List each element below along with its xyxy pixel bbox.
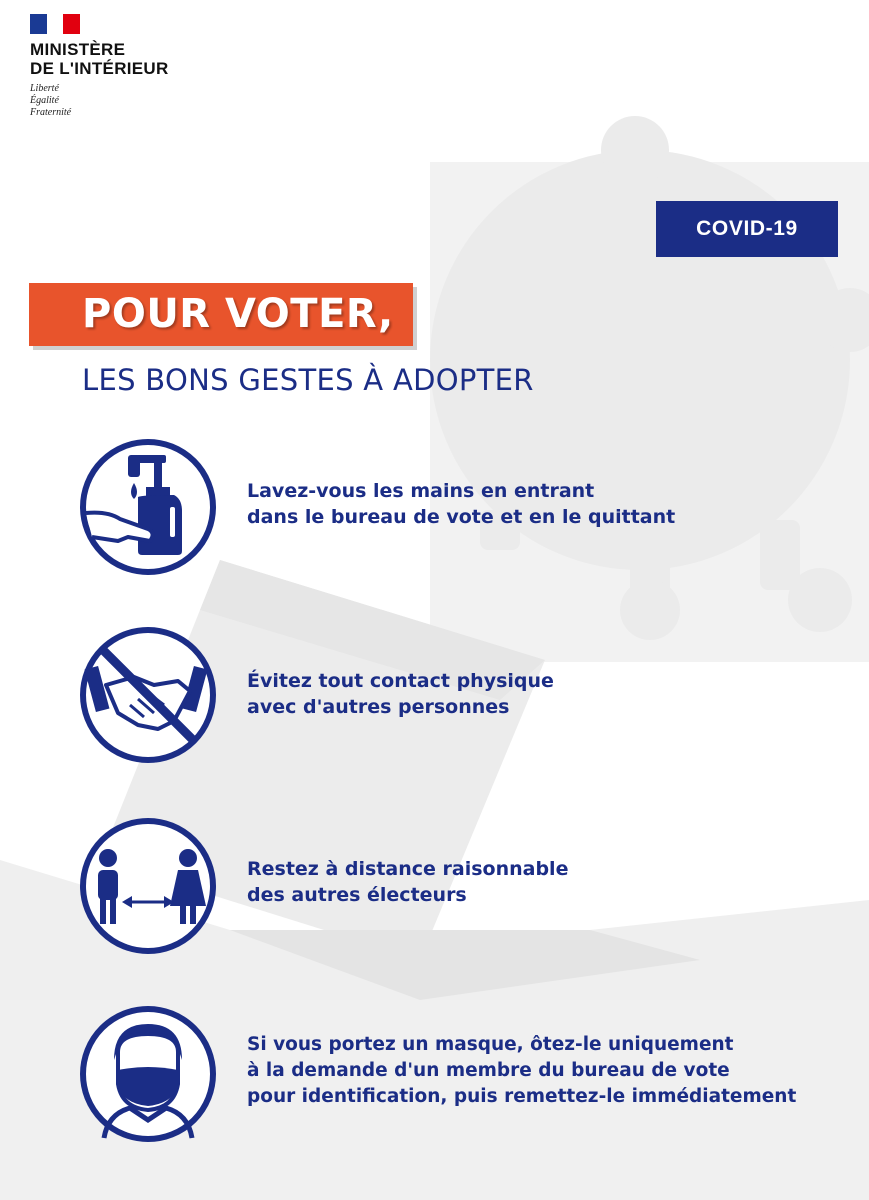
- rule-text-no-contact: Évitez tout contact physique avec d'autres personnes: [247, 670, 554, 718]
- social-distance-icon: [78, 816, 218, 956]
- ministry-logo: [30, 14, 169, 119]
- motto-liberte: Liberté: [30, 83, 59, 94]
- motto-egalite: Égalité: [30, 95, 59, 106]
- ministry-name-line2: DE L'INTÉRIEUR: [30, 59, 169, 78]
- motto-fraternite: Fraternité: [30, 107, 72, 118]
- hand-wash-icon: [78, 437, 218, 577]
- page-title: POUR VOTER,: [82, 291, 394, 337]
- republic-motto: [30, 83, 169, 119]
- page-subtitle: LES BONS GESTES À ADOPTER: [82, 363, 534, 397]
- ministry-name-line1: MINISTÈRE: [30, 40, 126, 59]
- rule-text-mask: Si vous portez un masque, ôtez-le uniquement à la demande d'un membre du bureau de vote pour identification, puis remettez-le immédiatement: [247, 1034, 797, 1107]
- covid-badge: COVID-19: [656, 201, 838, 257]
- rule-text-distance: Restez à distance raisonnable des autres électeurs: [247, 858, 569, 906]
- french-flag-icon: [30, 14, 80, 34]
- rule-text-hand-wash: Lavez-vous les mains en entrant dans le bureau de vote et en le quittant: [247, 480, 676, 528]
- no-handshake-icon: [78, 625, 218, 765]
- face-mask-icon: [78, 1004, 218, 1144]
